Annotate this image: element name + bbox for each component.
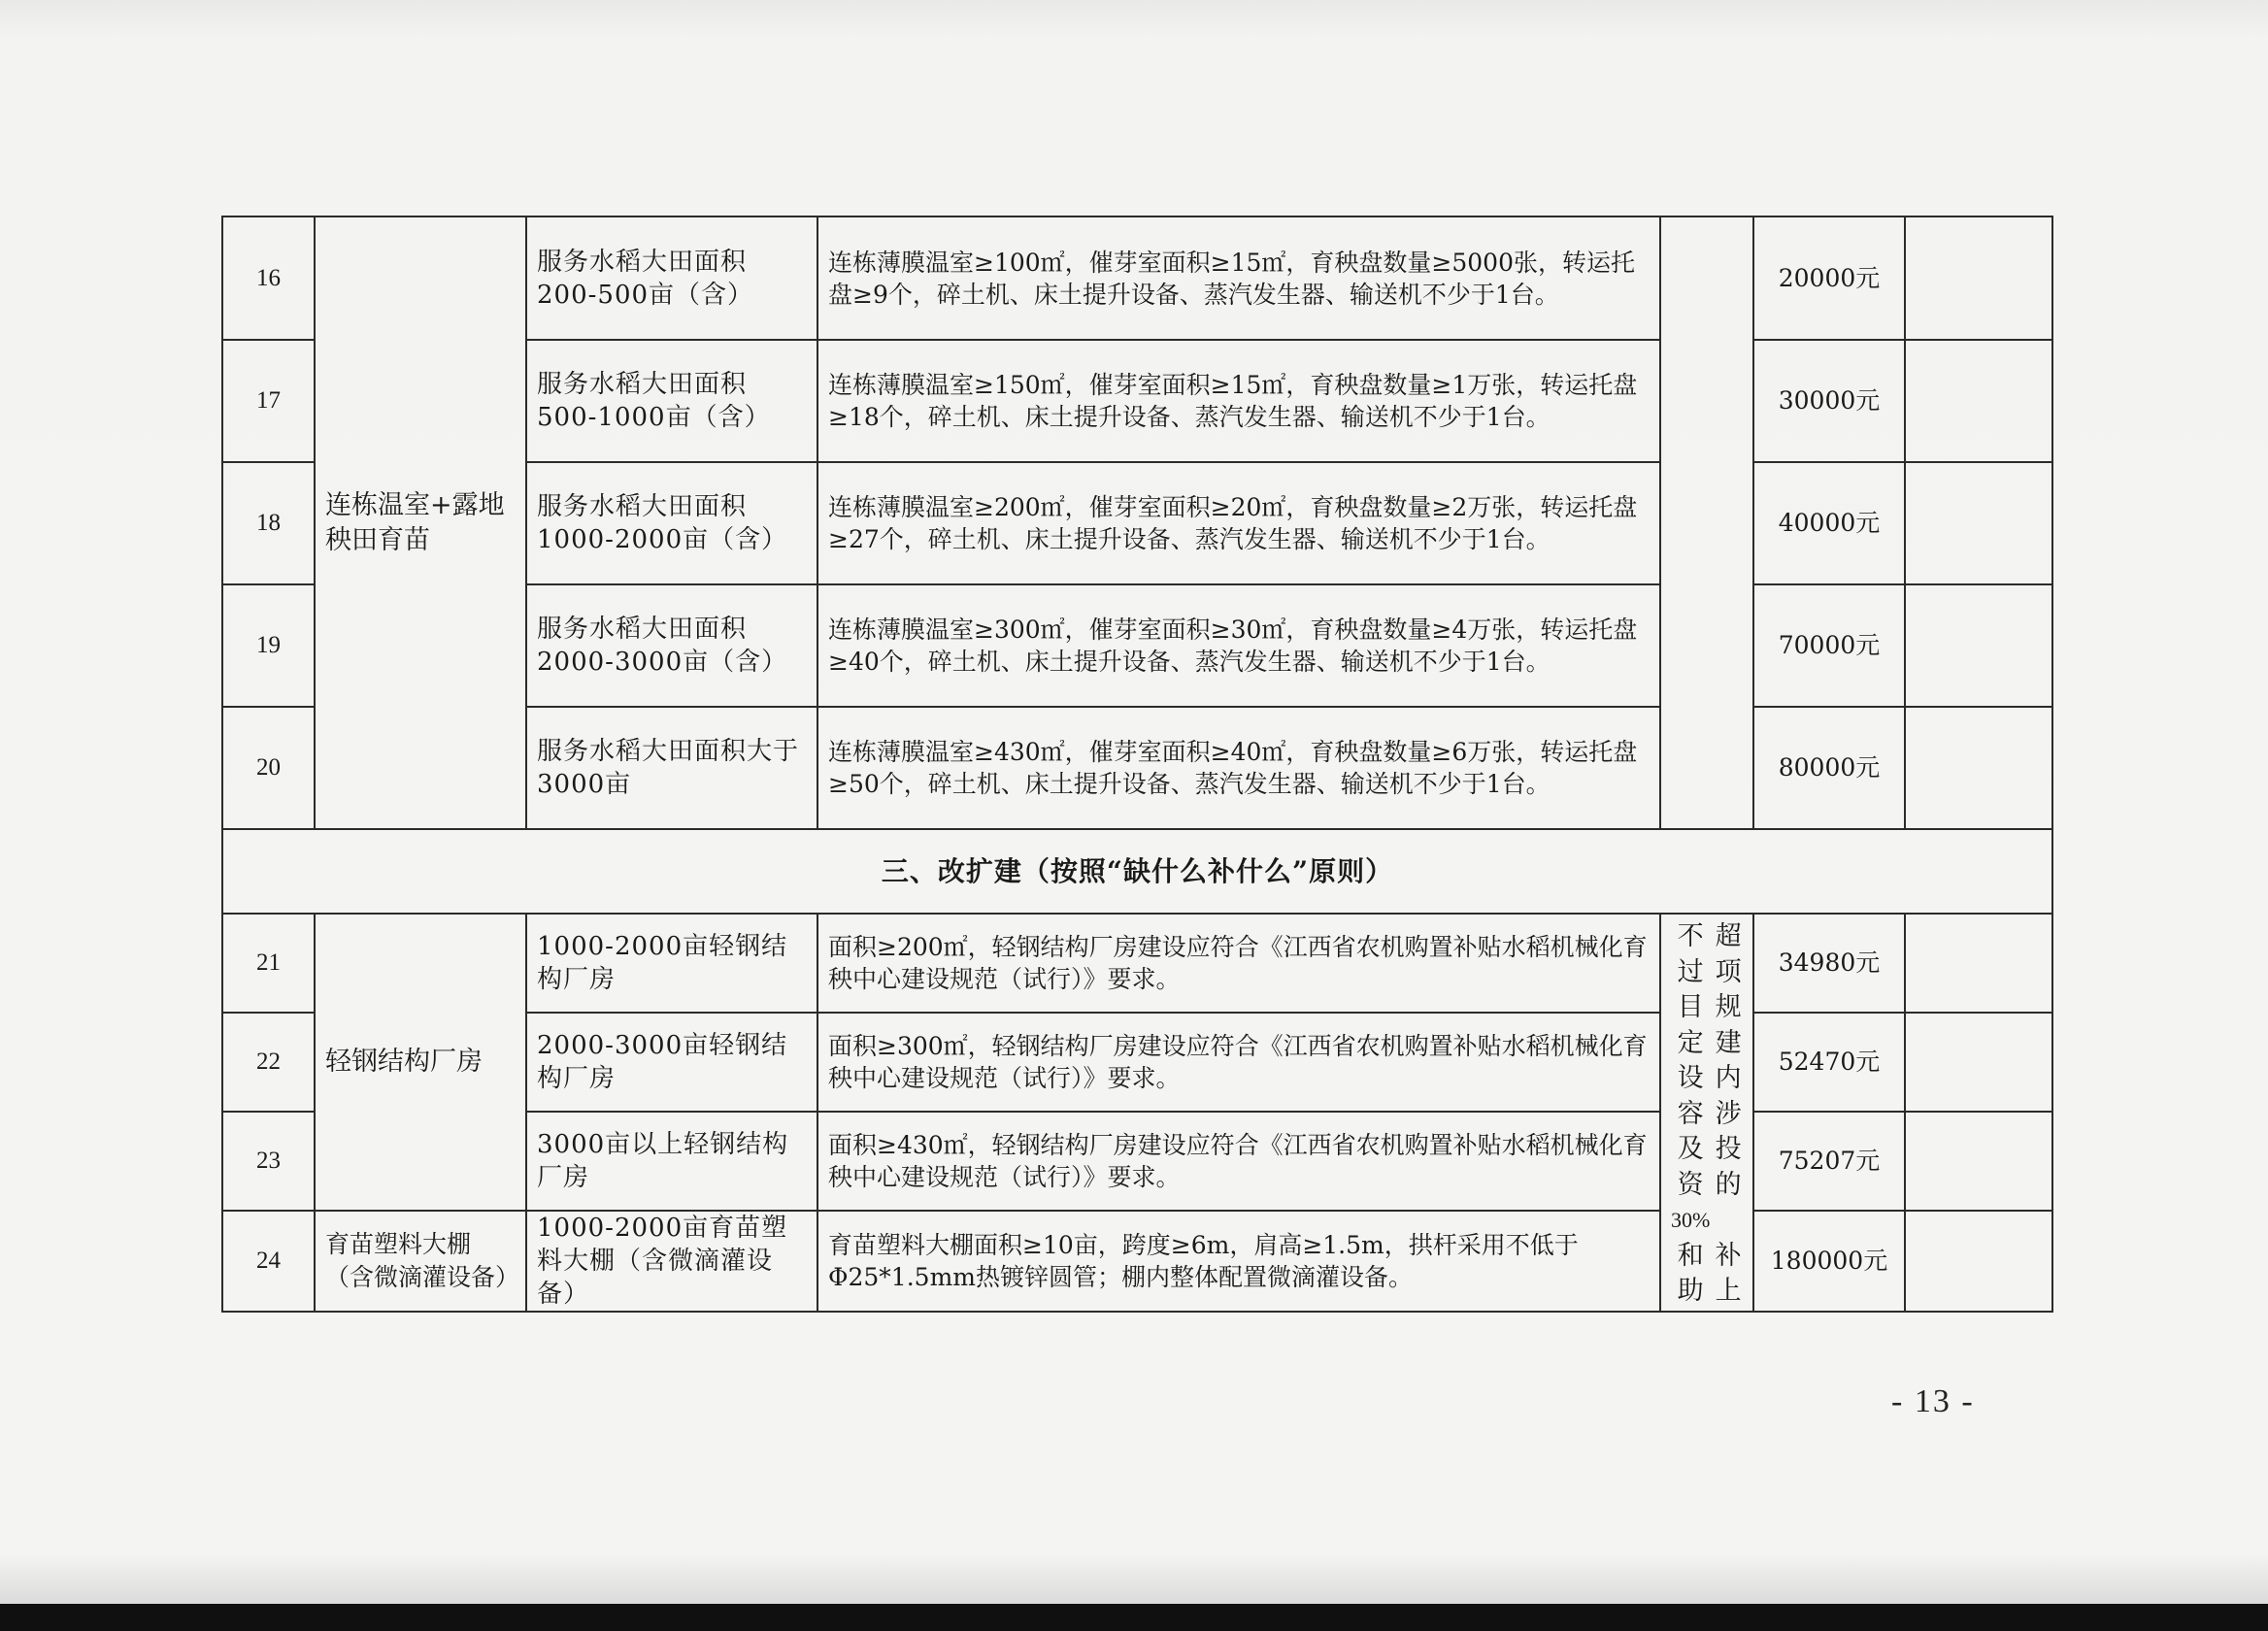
row-index: 17 — [222, 340, 315, 462]
subsidy-amount-cell: 180000元 — [1753, 1211, 1905, 1312]
note-char: 上 — [1715, 1276, 1742, 1306]
category-cell: 连栋温室+露地秧田育苗 — [315, 216, 526, 829]
row-index: 24 — [222, 1211, 315, 1312]
section-header-row — [222, 829, 2052, 914]
note-char: 目 — [1677, 992, 1704, 1022]
spec-cell: 面积≥430㎡，轻钢结构厂房建设应符合《江西省农机购置补贴水稻机械化育秧中心建设规范（试行）》要求。 — [817, 1112, 1660, 1211]
note-char: 内 — [1715, 1063, 1742, 1093]
service-scope-cell: 2000-3000亩轻钢结构厂房 — [526, 1013, 817, 1112]
table-row — [222, 1211, 2052, 1312]
note-char: 规 — [1715, 992, 1742, 1022]
service-scope-cell: 服务水稻大田面积2000-3000亩（含） — [526, 584, 817, 707]
remarks-cell — [1905, 1013, 2052, 1112]
note-char: 不 — [1677, 921, 1704, 951]
page-number: - 13 - — [1891, 1383, 1975, 1419]
note-char: 的 — [1715, 1169, 1742, 1200]
spec-cell: 连栋薄膜温室≥100㎡，催芽室面积≥15㎡，育秧盘数量≥5000张，转运托盘≥9个，碎土机、床土提升设备、蒸汽发生器、输送机不少于1台。 — [817, 216, 1660, 340]
note-char: 容 — [1677, 1098, 1704, 1129]
service-scope-cell: 服务水稻大田面积500-1000亩（含） — [526, 340, 817, 462]
subsidy-amount-cell: 70000元 — [1753, 584, 1905, 707]
note-char: 和 — [1677, 1240, 1704, 1271]
scan-edge-bar — [0, 1604, 2268, 1631]
note-char: 补 — [1715, 1240, 1742, 1271]
service-scope-cell: 1000-2000亩轻钢结构厂房 — [526, 914, 817, 1013]
subsidy-amount-cell: 75207元 — [1753, 1112, 1905, 1211]
note-char: 投 — [1715, 1134, 1742, 1164]
row-index: 23 — [222, 1112, 315, 1211]
remarks-cell — [1905, 707, 2052, 829]
remarks-cell — [1905, 340, 2052, 462]
note-char: 助 — [1677, 1276, 1704, 1306]
note-char: 项 — [1715, 956, 1742, 987]
remarks-cell — [1905, 216, 2052, 340]
table-row — [222, 914, 2052, 1013]
remarks-cell — [1905, 462, 2052, 584]
subsidy-limit-note-cell — [1660, 914, 1753, 1312]
note-char: 定 — [1677, 1027, 1704, 1058]
service-scope-cell: 服务水稻大田面积大于3000亩 — [526, 707, 817, 829]
category-cell: 轻钢结构厂房 — [315, 914, 526, 1211]
row-index: 22 — [222, 1013, 315, 1112]
subsidy-amount-cell: 80000元 — [1753, 707, 1905, 829]
subsidy-amount-cell: 52470元 — [1753, 1013, 1905, 1112]
row-index: 21 — [222, 914, 315, 1013]
service-scope-cell: 服务水稻大田面积1000-2000亩（含） — [526, 462, 817, 584]
spec-cell: 连栋薄膜温室≥150㎡，催芽室面积≥15㎡，育秧盘数量≥1万张，转运托盘≥18个，碎土机、床土提升设备、蒸汽发生器、输送机不少于1台。 — [817, 340, 1660, 462]
row-index: 18 — [222, 462, 315, 584]
subsidy-amount-cell: 34980元 — [1753, 914, 1905, 1013]
spec-cell: 连栋薄膜温室≥430㎡，催芽室面积≥40㎡，育秧盘数量≥6万张，转运托盘≥50个，碎土机、床土提升设备、蒸汽发生器、输送机不少于1台。 — [817, 707, 1660, 829]
empty-note-cell — [1660, 216, 1753, 829]
spec-cell: 面积≥200㎡，轻钢结构厂房建设应符合《江西省农机购置补贴水稻机械化育秧中心建设规范（试行）》要求。 — [817, 914, 1660, 1013]
note-char: 过 — [1677, 956, 1704, 987]
remarks-cell — [1905, 914, 2052, 1013]
row-index: 19 — [222, 584, 315, 707]
row-index: 16 — [222, 216, 315, 340]
spec-cell: 育苗塑料大棚面积≥10亩，跨度≥6m，肩高≥1.5m，拱杆采用不低于Φ25*1.5mm热镀锌圆管；棚内整体配置微滴灌设备。 — [817, 1211, 1660, 1312]
subsidy-amount-cell: 40000元 — [1753, 462, 1905, 584]
subsidy-amount-cell: 20000元 — [1753, 216, 1905, 340]
remarks-cell — [1905, 584, 2052, 707]
note-char: 30% — [1671, 1208, 1711, 1232]
subsidy-limit-note — [1671, 919, 1743, 1306]
service-scope-cell: 3000亩以上轻钢结构厂房 — [526, 1112, 817, 1211]
remarks-cell — [1905, 1211, 2052, 1312]
note-char: 建 — [1715, 1027, 1742, 1058]
service-scope-cell: 1000-2000亩育苗塑料大棚（含微滴灌设备） — [526, 1211, 817, 1312]
remarks-cell — [1905, 1112, 2052, 1211]
table-row — [222, 216, 2052, 340]
spec-cell: 连栋薄膜温室≥300㎡，催芽室面积≥30㎡，育秧盘数量≥4万张，转运托盘≥40个，碎土机、床土提升设备、蒸汽发生器、输送机不少于1台。 — [817, 584, 1660, 707]
note-char: 资 — [1677, 1169, 1704, 1200]
note-char: 设 — [1677, 1063, 1704, 1093]
subsidy-standards-table — [221, 216, 2053, 1313]
note-char: 超 — [1715, 921, 1742, 951]
spec-cell: 连栋薄膜温室≥200㎡，催芽室面积≥20㎡，育秧盘数量≥2万张，转运托盘≥27个，碎土机、床土提升设备、蒸汽发生器、输送机不少于1台。 — [817, 462, 1660, 584]
spec-cell: 面积≥300㎡，轻钢结构厂房建设应符合《江西省农机购置补贴水稻机械化育秧中心建设规范（试行）》要求。 — [817, 1013, 1660, 1112]
subsidy-amount-cell: 30000元 — [1753, 340, 1905, 462]
section-title: 三、改扩建（按照“缺什么补什么”原则） — [222, 829, 2052, 914]
note-char: 及 — [1677, 1134, 1704, 1164]
row-index: 20 — [222, 707, 315, 829]
note-char — [1714, 1203, 1743, 1239]
category-cell: 育苗塑料大棚（含微滴灌设备） — [315, 1211, 526, 1312]
service-scope-cell: 服务水稻大田面积200-500亩（含） — [526, 216, 817, 340]
note-char: 涉 — [1715, 1098, 1742, 1129]
